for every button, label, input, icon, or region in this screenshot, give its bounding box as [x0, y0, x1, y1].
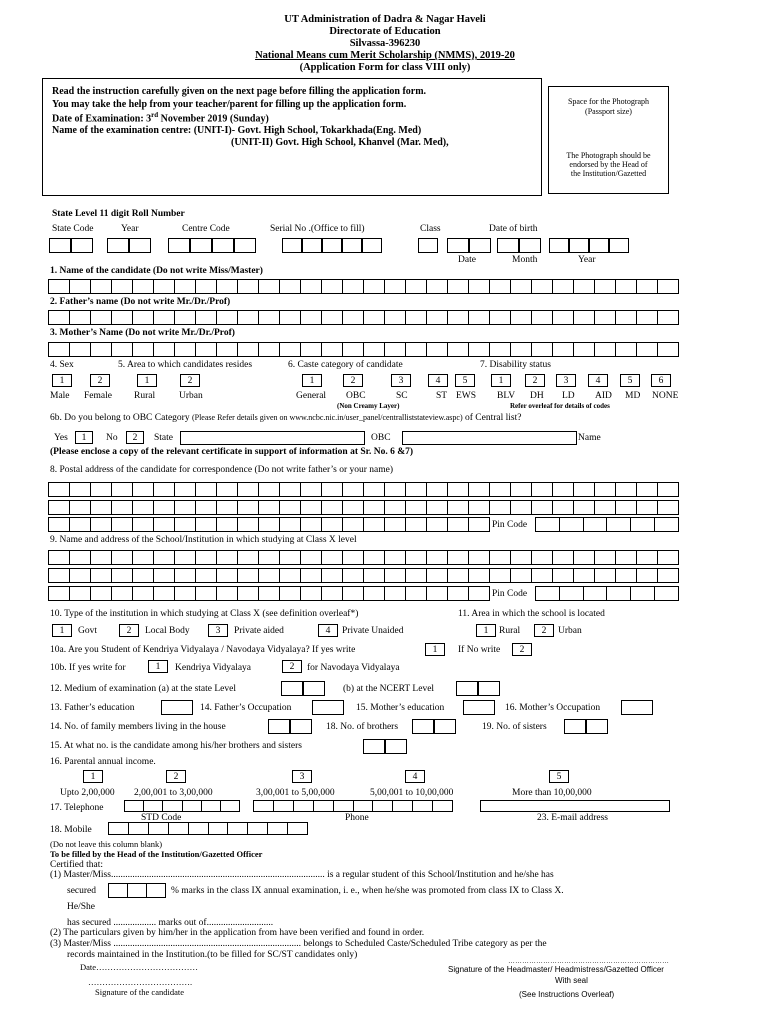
area-urban-code[interactable]: 2 [180, 374, 200, 387]
cert-line-3b: records maintained in the Institution.(to be filled for SC/ST candidates only) [67, 950, 358, 960]
q12-label: 12. Medium of examination (a) at the state Level [50, 684, 236, 694]
general-label: General [296, 391, 327, 401]
school-urban-label: Urban [558, 626, 582, 636]
father-occupation-field[interactable] [312, 700, 344, 715]
mobile-field[interactable] [108, 822, 308, 835]
q10a-label: 10a. Are you Student of Kendriya Vidyalaya / Navodaya Vidyalaya? If yes write [50, 645, 356, 655]
if-no-label: If No write [458, 645, 501, 655]
candidate-name-field[interactable] [48, 279, 679, 294]
sc-label: SC [396, 391, 408, 401]
phone-field[interactable] [253, 800, 453, 812]
date-line: Date……………………………… [80, 962, 199, 972]
centre-code-label: Centre Code [182, 224, 230, 234]
father-education-field[interactable] [161, 700, 193, 715]
candidate-signature-dots: ………………………………. [88, 977, 193, 987]
urban-label: Urban [179, 391, 203, 401]
q19-label: 19. No. of sisters [482, 722, 547, 732]
school-pin-code[interactable] [535, 586, 679, 601]
address-pin-code[interactable] [535, 517, 679, 532]
roll-number-title: State Level 11 digit Roll Number [52, 209, 185, 219]
header-line-5: (Application Form for class VIII only) [299, 62, 471, 73]
with-seal-label: With seal [555, 976, 588, 985]
photo-note-1: The Photograph should be [566, 151, 651, 160]
q15-label: 15. Mother’s education [356, 703, 445, 713]
no-label: No [106, 433, 118, 443]
serial-no-label: Serial No .(Office to fill) [270, 224, 365, 234]
income-range-3: 3,00,001 to 5,00,000 [256, 788, 335, 798]
dob-month-label: Month [512, 255, 538, 265]
mobile-label: 18. Mobile [50, 825, 92, 835]
photo-label-1: Space for the Photograph [567, 97, 650, 106]
year-label: Year [121, 224, 139, 234]
kv-code[interactable]: 1 [148, 660, 168, 673]
refer-overleaf-note: Refer overleaf for details of codes [510, 402, 610, 410]
obc-name-label: Name [578, 433, 601, 443]
sex-female-code[interactable]: 2 [90, 374, 110, 387]
disability-none-code[interactable]: 6 [651, 374, 671, 387]
income-code-3[interactable]: 3 [292, 770, 312, 783]
obc-yes-code[interactable]: 1 [75, 431, 93, 444]
yes-label: Yes [54, 433, 68, 443]
q13-label: 13. Father’s education [50, 703, 135, 713]
disability-dh-code[interactable]: 2 [525, 374, 545, 387]
state-code-label: State Code [52, 224, 94, 234]
address-line-2[interactable] [48, 500, 679, 515]
private-aided-label: Private aided [234, 626, 284, 636]
rural-label: Rural [134, 391, 156, 401]
obc-name-field[interactable] [402, 431, 577, 445]
mother-education-field[interactable] [463, 700, 495, 715]
see-overleaf-label: (See Instructions Overleaf) [519, 990, 615, 999]
q12b-label: (b) at the NCERT Level [343, 684, 435, 694]
instruction-line-2: You may take the help from your teacher/parent for filling up the application form. [52, 99, 407, 110]
mobile-note: (Do not leave this column blank) [50, 839, 163, 849]
dob-date-label: Date [458, 255, 476, 265]
std-code-label: STD Code [141, 813, 182, 823]
header-line-2: Directorate of Education [329, 26, 441, 37]
cert-line-1: (1) Master/Miss.......................................................................................... is a regular student of this School/Institution and he/she has [50, 870, 554, 880]
inst-private-aided-code[interactable]: 3 [208, 624, 228, 637]
certification-title: To be filled by the Head of the Institution/Gazetted Officer [50, 849, 263, 859]
telephone-label: 17. Telephone [50, 803, 104, 813]
male-label: Male [50, 391, 70, 401]
kv-nv-yes-code[interactable]: 1 [425, 643, 445, 656]
email-field[interactable] [480, 800, 670, 812]
private-unaided-label: Private Unaided [342, 626, 404, 636]
q1-label: 1. Name of the candidate (Do not write Miss/Master) [50, 266, 263, 276]
q6b-line: 6b. Do you belong to OBC Category (Please Refer details given on www.ncbc.nic.in/user_panel/centralliststateview.aspc) of Central list? [50, 413, 522, 423]
disability-ld-code[interactable]: 3 [556, 374, 576, 387]
blv-label: BLV [497, 391, 516, 401]
state-label: State [154, 433, 173, 443]
exam-date: Date of Examination: 3rd November 2019 (Sunday) [52, 111, 269, 125]
address-line-1[interactable] [48, 482, 679, 497]
inst-local-code[interactable]: 2 [119, 624, 139, 637]
secured-label: secured [67, 886, 97, 896]
mother-name-field[interactable] [48, 342, 679, 357]
std-code-field[interactable] [124, 800, 240, 812]
dh-label: DH [530, 391, 544, 401]
income-code-2[interactable]: 2 [166, 770, 186, 783]
percent-field[interactable] [108, 883, 166, 898]
pin-code-label: Pin Code [492, 520, 528, 530]
school-line-2[interactable] [48, 568, 679, 583]
caste-st-code[interactable]: 4 [428, 374, 448, 387]
cert-line-3a: (3) Master/Miss ............................................................................... belongs to Scheduled Caste/Scheduled Tribe category as per the [50, 939, 547, 949]
area-rural-code[interactable]: 1 [137, 374, 157, 387]
photo-note-3: the Institution/Gazetted [570, 169, 647, 178]
header-line-3: Silvassa-396230 [349, 38, 421, 49]
photo-note-2: endorsed by the Head of [569, 160, 648, 169]
local-body-label: Local Body [145, 626, 190, 636]
exam-centre-line-1: Name of the examination centre: (UNIT-I)- Govt. High School, Tokarkhada(Eng. Med) [52, 125, 422, 136]
phone-label: Phone [345, 813, 369, 823]
income-range-5: More than 10,00,000 [512, 788, 592, 798]
obc-list-label: OBC [371, 433, 391, 443]
aid-label: AID [595, 391, 612, 401]
q15b-label: 15. At what no. is the candidate among his/her brothers and sisters [50, 741, 302, 751]
heshe-label: He/She [67, 902, 95, 912]
percent-text: % marks in the class IX annual examination, i. e., when he/she was promoted from class IX to Class X. [171, 886, 564, 896]
kv-nv-no-code[interactable]: 2 [512, 643, 532, 656]
candidate-signature-label: Signature of the candidate [95, 987, 184, 997]
inst-govt-code[interactable]: 1 [52, 624, 72, 637]
kv-label: Kendriya Vidyalaya [175, 663, 252, 673]
md-label: MD [625, 391, 641, 401]
q16b-label: 16. Parental annual income. [50, 757, 156, 767]
none-label: NONE [652, 391, 679, 401]
certified-that: Certified that: [50, 860, 104, 870]
st-label: ST [436, 391, 448, 401]
caste-obc-code[interactable]: 2 [343, 374, 363, 387]
q3-label: 3. Mother’s Name (Do not write Mr./Dr./Prof) [50, 328, 235, 338]
enclose-note: (Please enclose a copy of the relevant certificate in support of information at Sr. No. 6 &7) [50, 447, 414, 457]
income-code-4[interactable]: 4 [405, 770, 425, 783]
cert-line-2: (2) The particulars given by him/her in the application from have been verified and found in order. [50, 928, 425, 938]
school-pin-code-label: Pin Code [492, 589, 528, 599]
head-signature-label: Signature of the Headmaster/ Headmistress/Gazetted Officer [448, 965, 664, 974]
inst-private-unaided-code[interactable]: 4 [318, 624, 338, 637]
header-line-1: UT Administration of Dadra & Nagar Haveli [284, 14, 486, 25]
q14-label: 14. Father’s Occupation [200, 703, 292, 713]
q14b-label: 14. No. of family members living in the house [50, 722, 226, 732]
q10b-label: 10b. If yes write for [50, 663, 126, 673]
nv-code[interactable]: 2 [282, 660, 302, 673]
q2-label: 2. Father’s name (Do not write Mr./Dr./Prof) [50, 297, 231, 307]
address-line-3[interactable] [48, 517, 490, 532]
photo-label-2: (Passport size) [585, 107, 632, 116]
obc-no-code[interactable]: 2 [126, 431, 144, 444]
q16-label: 16. Mother’s Occupation [505, 703, 601, 713]
school-line-3[interactable] [48, 586, 490, 601]
has-secured-line: has secured .................. marks out of............................ [67, 918, 274, 928]
obc-state-field[interactable] [180, 431, 365, 445]
disability-md-code[interactable]: 5 [620, 374, 640, 387]
school-line-1[interactable] [48, 550, 679, 565]
govt-label: Govt [78, 626, 97, 636]
q10-label: 10. Type of the institution in which studying at Class X (see definition overleaf*) [50, 609, 359, 619]
caste-ews-code[interactable]: 5 [455, 374, 475, 387]
non-creamy-layer-note: (Non Creamy Layer) [337, 402, 400, 410]
q9-label: 9. Name and address of the School/Institution in which studying at Class X level [50, 535, 357, 545]
dob-year-label: Year [578, 255, 596, 265]
q8-label: 8. Postal address of the candidate for correspondence (Do not write father’s or your name) [50, 465, 394, 475]
exam-centre-line-2: (UNIT-II) Govt. High School, Khanvel (Mar. Med), [231, 137, 449, 148]
income-range-2: 2,00,001 to 3,00,000 [134, 788, 213, 798]
school-rural-code[interactable]: 1 [476, 624, 496, 637]
q18-label: 18. No. of brothers [326, 722, 399, 732]
ews-label: EWS [456, 391, 477, 401]
caste-general-code[interactable]: 1 [302, 374, 322, 387]
q5-area-label: 5. Area to which candidates resides [118, 360, 253, 370]
ld-label: LD [562, 391, 575, 401]
school-rural-label: Rural [499, 626, 521, 636]
instruction-line-1: Read the instruction carefully given on the next page before filling the application form. [52, 86, 427, 97]
father-name-field[interactable] [48, 310, 679, 325]
income-range-1: Upto 2,00,000 [60, 788, 115, 798]
header-line-4: National Means cum Merit Scholarship (NMMS), 2019-20 [255, 50, 515, 61]
class-cell[interactable] [418, 238, 438, 253]
class-label: Class [420, 224, 441, 234]
q11-label: 11. Area in which the school is located [458, 609, 605, 619]
nv-label: for Navodaya Vidyalaya [307, 663, 400, 673]
email-label: 23. E-mail address [537, 813, 608, 823]
caste-sc-code[interactable]: 3 [391, 374, 411, 387]
obc-label: OBC [346, 391, 366, 401]
school-urban-code[interactable]: 2 [534, 624, 554, 637]
q6-caste-label: 6. Caste category of candidate [288, 360, 403, 370]
head-signature-dots: …………………………………………………………… [508, 958, 669, 965]
mother-occupation-field[interactable] [621, 700, 653, 715]
income-code-5[interactable]: 5 [549, 770, 569, 783]
q7-disability-label: 7. Disability status [480, 360, 551, 370]
income-range-4: 5,00,001 to 10,00,000 [370, 788, 454, 798]
disability-blv-code[interactable]: 1 [491, 374, 511, 387]
female-label: Female [84, 391, 112, 401]
disability-aid-code[interactable]: 4 [588, 374, 608, 387]
sex-male-code[interactable]: 1 [52, 374, 72, 387]
income-code-1[interactable]: 1 [83, 770, 103, 783]
q4-sex-label: 4. Sex [50, 360, 74, 370]
dob-label: Date of birth [489, 224, 538, 234]
